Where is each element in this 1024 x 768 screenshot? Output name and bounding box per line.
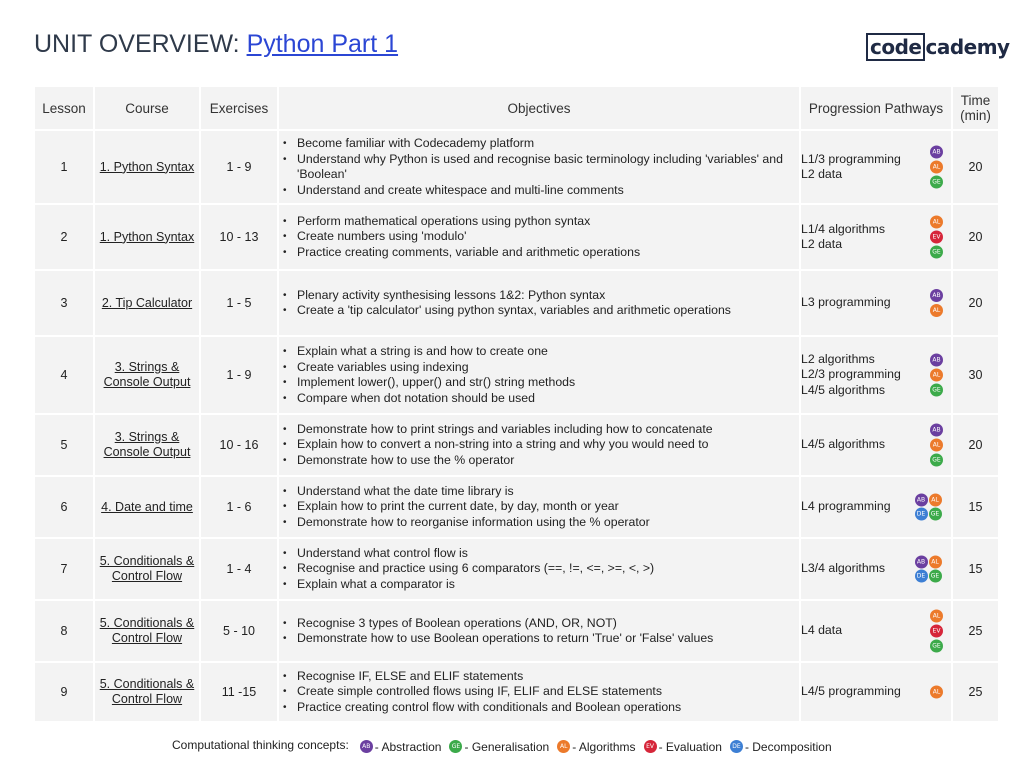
header-pathways: Progression Pathways [801, 87, 951, 129]
concept-badge-ge: GE [930, 246, 943, 259]
table-row [35, 131, 998, 203]
table-row [35, 477, 998, 537]
codecademy-logo [866, 35, 1010, 59]
objectives-cell [279, 601, 799, 661]
unit-overview-table [33, 85, 1000, 723]
course-cell [95, 337, 199, 413]
exercises-range: 11 -15 [201, 663, 277, 721]
objective-item: • Demonstrate how to use the % operator [293, 453, 799, 469]
concept-badge-al: AL [930, 369, 943, 382]
course-cell [95, 205, 199, 269]
lesson-number: 9 [35, 663, 93, 721]
pathways-cell [801, 601, 951, 661]
legend-text: - Generalisation [464, 739, 550, 754]
concept-badge-ab: AB [915, 556, 928, 569]
pathways-cell [801, 337, 951, 413]
table-row [35, 415, 998, 475]
objective-item: • Explain what a comparator is [293, 577, 799, 593]
exercises-range: 1 - 6 [201, 477, 277, 537]
concept-badge-al: AL [930, 686, 943, 699]
objective-item: • Create a 'tip calculator' using python syntax, variables and arithmetic operations [293, 303, 799, 319]
footer-legend [172, 737, 832, 754]
time-minutes: 20 [953, 205, 998, 269]
objectives-list [279, 136, 799, 198]
course-cell [95, 131, 199, 203]
objectives-cell [279, 205, 799, 269]
pathways-text: L3 programming [801, 295, 891, 310]
concept-badge-ev: EV [930, 231, 943, 244]
concept-badges [930, 216, 943, 259]
concept-badge-ge: GE [930, 176, 943, 189]
legend-text: - Algorithms [572, 739, 636, 754]
objective-item: • Demonstrate how to print strings and variables including how to concatenate [293, 422, 799, 438]
legend-text: - Abstraction [374, 739, 442, 754]
objective-item: • Recognise 3 types of Boolean operations (AND, OR, NOT) [293, 616, 799, 632]
table-row [35, 205, 998, 269]
time-minutes: 25 [953, 663, 998, 721]
objective-item: • Compare when dot notation should be used [293, 391, 799, 407]
exercises-range: 10 - 13 [201, 205, 277, 269]
objective-item: • Demonstrate how to use Boolean operations to return 'True' or 'False' values [293, 631, 799, 647]
objective-item: • Become familiar with Codecademy platform [293, 136, 799, 152]
concept-badge-ge: GE [930, 640, 943, 653]
course-cell [95, 539, 199, 599]
exercises-range: 5 - 10 [201, 601, 277, 661]
objective-item: • Practice creating comments, variable and arithmetic operations [293, 245, 799, 261]
header-exercises: Exercises [201, 87, 277, 129]
legend-item [730, 740, 832, 754]
concept-badge-ev: EV [644, 740, 657, 753]
pathways-cell [801, 415, 951, 475]
time-minutes: 15 [953, 477, 998, 537]
concept-badge-al: AL [930, 610, 943, 623]
concept-badge-al: AL [929, 556, 942, 569]
objectives-cell [279, 271, 799, 335]
objective-item: • Explain how to print the current date, by day, month or year [293, 499, 799, 515]
header-lesson: Lesson [35, 87, 93, 129]
pathways-cell [801, 271, 951, 335]
legend-text: - Evaluation [658, 739, 722, 754]
concept-badge-ge: GE [929, 570, 942, 583]
objective-item: • Practice creating control flow with conditionals and Boolean operations [293, 700, 799, 716]
concept-badge-ge: GE [929, 508, 942, 521]
lesson-number: 4 [35, 337, 93, 413]
objectives-list [279, 344, 799, 406]
legend-item [360, 740, 442, 754]
objectives-list [279, 422, 799, 469]
table-row [35, 663, 998, 721]
table-row [35, 271, 998, 335]
time-minutes: 20 [953, 415, 998, 475]
concept-badges [930, 354, 943, 397]
course-link[interactable]: 1. Python Syntax [99, 159, 195, 174]
exercises-range: 1 - 4 [201, 539, 277, 599]
lesson-number: 7 [35, 539, 93, 599]
pathways-cell [801, 205, 951, 269]
time-minutes: 20 [953, 131, 998, 203]
concept-badge-ab: AB [930, 146, 943, 159]
concept-badge-al: AL [930, 216, 943, 229]
time-minutes: 20 [953, 271, 998, 335]
table-row [35, 539, 998, 599]
objectives-list [279, 616, 799, 647]
lesson-number: 1 [35, 131, 93, 203]
objectives-list [279, 214, 799, 261]
logo-cademy: cademy [925, 35, 1010, 59]
lesson-number: 6 [35, 477, 93, 537]
concept-badge-ge: GE [930, 384, 943, 397]
legend-item [557, 740, 635, 754]
concept-badges [930, 424, 943, 467]
objective-item: • Explain how to convert a non-string into a string and why you would need to [293, 437, 799, 453]
objective-item: • Create numbers using 'modulo' [293, 229, 799, 245]
exercises-range: 1 - 9 [201, 131, 277, 203]
concept-badge-de: DE [915, 508, 928, 521]
concept-badge-al: AL [930, 304, 943, 317]
exercises-range: 1 - 9 [201, 337, 277, 413]
concept-badges [913, 494, 943, 521]
concept-badge-al: AL [930, 161, 943, 174]
pathways-text: L4 programming [801, 499, 891, 514]
objective-item: • Create variables using indexing [293, 360, 799, 376]
course-link[interactable]: 4. Date and time [101, 499, 193, 514]
course-cell [95, 415, 199, 475]
objective-item: • Understand what the date time library is [293, 484, 799, 500]
course-link[interactable]: 3. Strings & Console Output [103, 360, 191, 389]
pathways-text: L2 algorithms L2/3 programming L4/5 algorithms [801, 351, 901, 397]
header-objectives: Objectives [279, 87, 799, 129]
footer-label: Computational thinking concepts: [172, 738, 349, 753]
lesson-number: 5 [35, 415, 93, 475]
concept-badges [930, 289, 943, 317]
concept-badge-al: AL [929, 494, 942, 507]
objectives-list [279, 288, 799, 319]
objective-item: • Implement lower(), upper() and str() string methods [293, 375, 799, 391]
header-time: Time (min) [953, 87, 998, 129]
time-minutes: 30 [953, 337, 998, 413]
objectives-cell [279, 663, 799, 721]
concept-badge-ge: GE [449, 740, 462, 753]
header-course: Course [95, 87, 199, 129]
exercises-range: 1 - 5 [201, 271, 277, 335]
objective-item: • Explain what a string is and how to create one [293, 344, 799, 360]
pathways-text: L4/5 programming [801, 684, 901, 699]
course-link[interactable]: 1. Python Syntax [99, 229, 195, 244]
course-link[interactable]: 2. Tip Calculator [101, 295, 193, 310]
objectives-cell [279, 539, 799, 599]
concept-badge-ab: AB [930, 424, 943, 437]
concept-badge-al: AL [557, 740, 570, 753]
exercises-range: 10 - 16 [201, 415, 277, 475]
concept-badge-ev: EV [930, 625, 943, 638]
legend-item [449, 740, 549, 754]
concept-badge-ge: GE [930, 454, 943, 467]
course-link[interactable]: 5. Conditionals & Control Flow [99, 677, 195, 706]
objectives-list [279, 484, 799, 531]
objective-item: • Demonstrate how to reorganise information using the % operator [293, 515, 799, 531]
objective-item: • Create simple controlled flows using IF, ELIF and ELSE statements [293, 684, 799, 700]
objectives-cell [279, 415, 799, 475]
objectives-list [279, 546, 799, 593]
course-cell [95, 601, 199, 661]
concept-badge-de: DE [915, 570, 928, 583]
concept-badge-ab: AB [360, 740, 373, 753]
page-title [34, 30, 398, 59]
objectives-cell [279, 477, 799, 537]
objective-item: • Recognise IF, ELSE and ELIF statements [293, 669, 799, 685]
objectives-cell [279, 337, 799, 413]
lesson-number: 8 [35, 601, 93, 661]
concept-badges [930, 146, 943, 189]
objective-item: • Understand why Python is used and recognise basic terminology including 'variables' and 'Boolean' [293, 152, 799, 183]
concept-badge-al: AL [930, 439, 943, 452]
pathways-text: L1/4 algorithms L2 data [801, 221, 886, 251]
course-cell [95, 477, 199, 537]
objective-item: • Recognise and practice using 6 comparators (==, !=, <=, >=, <, >) [293, 561, 799, 577]
concept-badges [930, 686, 943, 699]
pathways-cell [801, 477, 951, 537]
concept-badges [930, 610, 943, 653]
course-link[interactable]: 5. Conditionals & Control Flow [99, 554, 195, 583]
objectives-list [279, 669, 799, 716]
concept-badge-de: DE [730, 740, 743, 753]
time-minutes: 25 [953, 601, 998, 661]
concept-badge-ab: AB [930, 354, 943, 367]
time-minutes: 15 [953, 539, 998, 599]
pathways-text: L4/5 algorithms [801, 437, 886, 452]
course-cell [95, 663, 199, 721]
objective-item: • Plenary activity synthesising lessons 1&2: Python syntax [293, 288, 799, 304]
lesson-number: 2 [35, 205, 93, 269]
legend-item [644, 740, 722, 754]
lesson-number: 3 [35, 271, 93, 335]
pathways-text: L4 data [801, 623, 843, 638]
table-header-row [35, 87, 998, 129]
pathways-text: L3/4 algorithms [801, 561, 886, 576]
title-prefix: UNIT OVERVIEW: [34, 30, 240, 58]
objective-item: • Understand and create whitespace and multi-line comments [293, 183, 799, 199]
table-row [35, 601, 998, 661]
concept-badges [913, 556, 943, 583]
concept-badge-ab: AB [930, 289, 943, 302]
pathways-cell [801, 539, 951, 599]
course-link[interactable]: 3. Strings & Console Output [103, 430, 191, 459]
pathways-cell [801, 663, 951, 721]
objective-item: • Perform mathematical operations using python syntax [293, 214, 799, 230]
title-link[interactable]: Python Part 1 [246, 30, 399, 58]
objectives-cell [279, 131, 799, 203]
course-cell [95, 271, 199, 335]
course-link[interactable]: 5. Conditionals & Control Flow [99, 616, 195, 645]
pathways-text: L1/3 programming L2 data [801, 151, 901, 181]
legend-text: - Decomposition [744, 739, 832, 754]
table-row [35, 337, 998, 413]
pathways-cell [801, 131, 951, 203]
concept-badge-ab: AB [915, 494, 928, 507]
logo-code: code [866, 33, 925, 61]
objective-item: • Understand what control flow is [293, 546, 799, 562]
